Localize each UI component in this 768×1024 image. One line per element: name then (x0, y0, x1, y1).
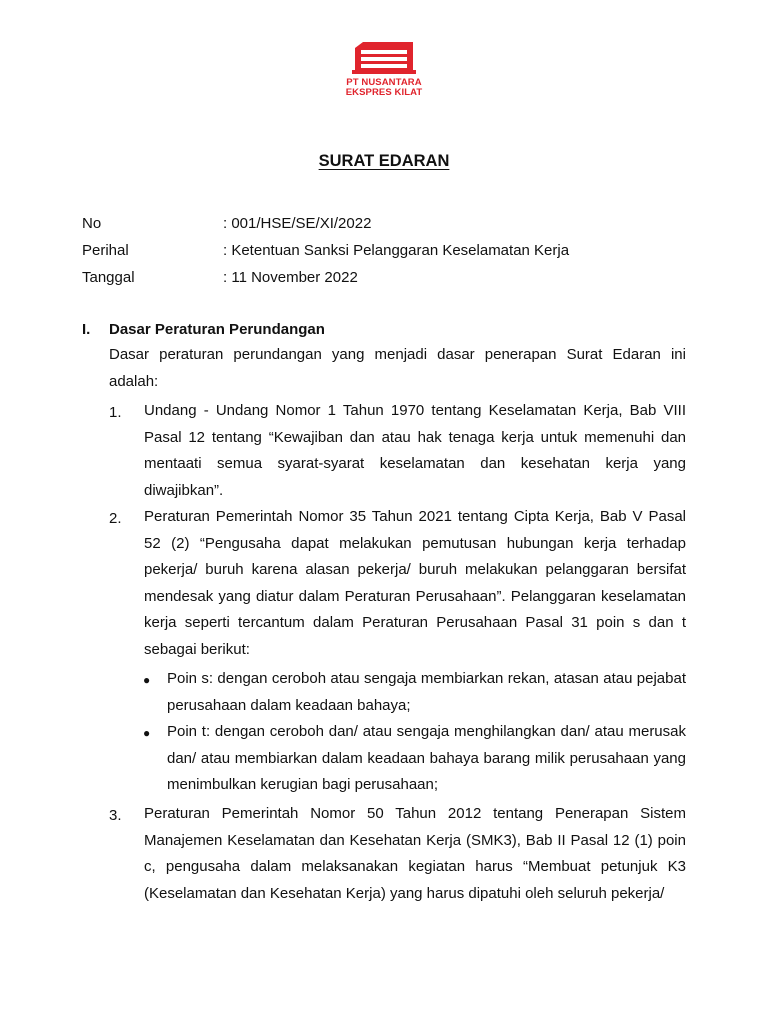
section-number: I. (82, 321, 91, 338)
list-item-number: 2. (109, 510, 122, 527)
bullet-dot: ● (143, 673, 151, 687)
meta-value: : 11 November 2022 (223, 269, 358, 286)
bullet-item-text: Poin s: dengan ceroboh atau sengaja membiarkan rekan, atasan atau pejabat perusahaan dalam keadaan bahaya; (167, 670, 686, 714)
section-intro: Dasar peraturan perundangan yang menjadi dasar penerapan Surat Edaran ini adalah: (109, 346, 686, 390)
bullet-dot: ● (143, 726, 151, 740)
list-item-text: Peraturan Pemerintah Nomor 35 Tahun 2021 tentang Cipta Kerja, Bab V Pasal 52 (2) “Pengusaha dapat melakukan pemutusan hubungan kerja terhadap pekerja/ buruh karena alasan pekerja/ buruh melakukan pelanggaran bersifat mendesak yang diatur dalam Peraturan Perusahaan”. Pelanggaran keselamatan kerja seperti tercantum dalam Peraturan Perusahaan Pasal 31 poin s dan t sebagai berikut: (144, 508, 686, 658)
meta-label: Tanggal (82, 269, 135, 286)
section-title: Dasar Peraturan Perundangan (109, 321, 325, 338)
logo-company-name-line1: PT NUSANTARA (346, 77, 422, 88)
list-item-text: Undang - Undang Nomor 1 Tahun 1970 tentang Keselamatan Kerja, Bab VIII Pasal 12 tentang “Kewajiban dan atau hak tenaga kerja untuk memenuhi dan mentaati semua syarat-syarat keselamatan dan kesehatan kerja yang diwajibkan”. (144, 402, 686, 499)
bullet-item-text: Poin t: dengan ceroboh dan/ atau sengaja menghilangkan dan/ atau merusak dan/ atau membiarkan dalam keadaan bahaya barang milik perusahaan yang menimbulkan kerugian bagi perusahaan; (167, 723, 686, 793)
meta-label: No (82, 215, 102, 232)
logo-company-name-line2: EKSPRES KILAT (345, 87, 423, 98)
company-logo (341, 40, 427, 100)
meta-label: Perihal (82, 242, 129, 259)
document-title: SURAT EDARAN (318, 152, 450, 170)
list-item-number: 1. (109, 404, 122, 421)
list-item-text: Peraturan Pemerintah Nomor 50 Tahun 2012 tentang Penerapan Sistem Manajemen Keselamatan dan Kesehatan Kerja (SMK3), Bab II Pasal 12 (1) poin c, pengusaha dalam melaksanakan kegiatan harus “Membuat petunjuk K3 (Keselamatan dan Kesehatan Kerja) yang harus dipatuhi oleh seluruh pekerja/ (144, 805, 686, 902)
truck-box-icon (351, 40, 417, 76)
meta-value: : 001/HSE/SE/XI/2022 (223, 215, 372, 232)
list-item-number: 3. (109, 807, 122, 824)
meta-value: : Ketentuan Sanksi Pelanggaran Keselamatan Kerja (223, 242, 570, 259)
